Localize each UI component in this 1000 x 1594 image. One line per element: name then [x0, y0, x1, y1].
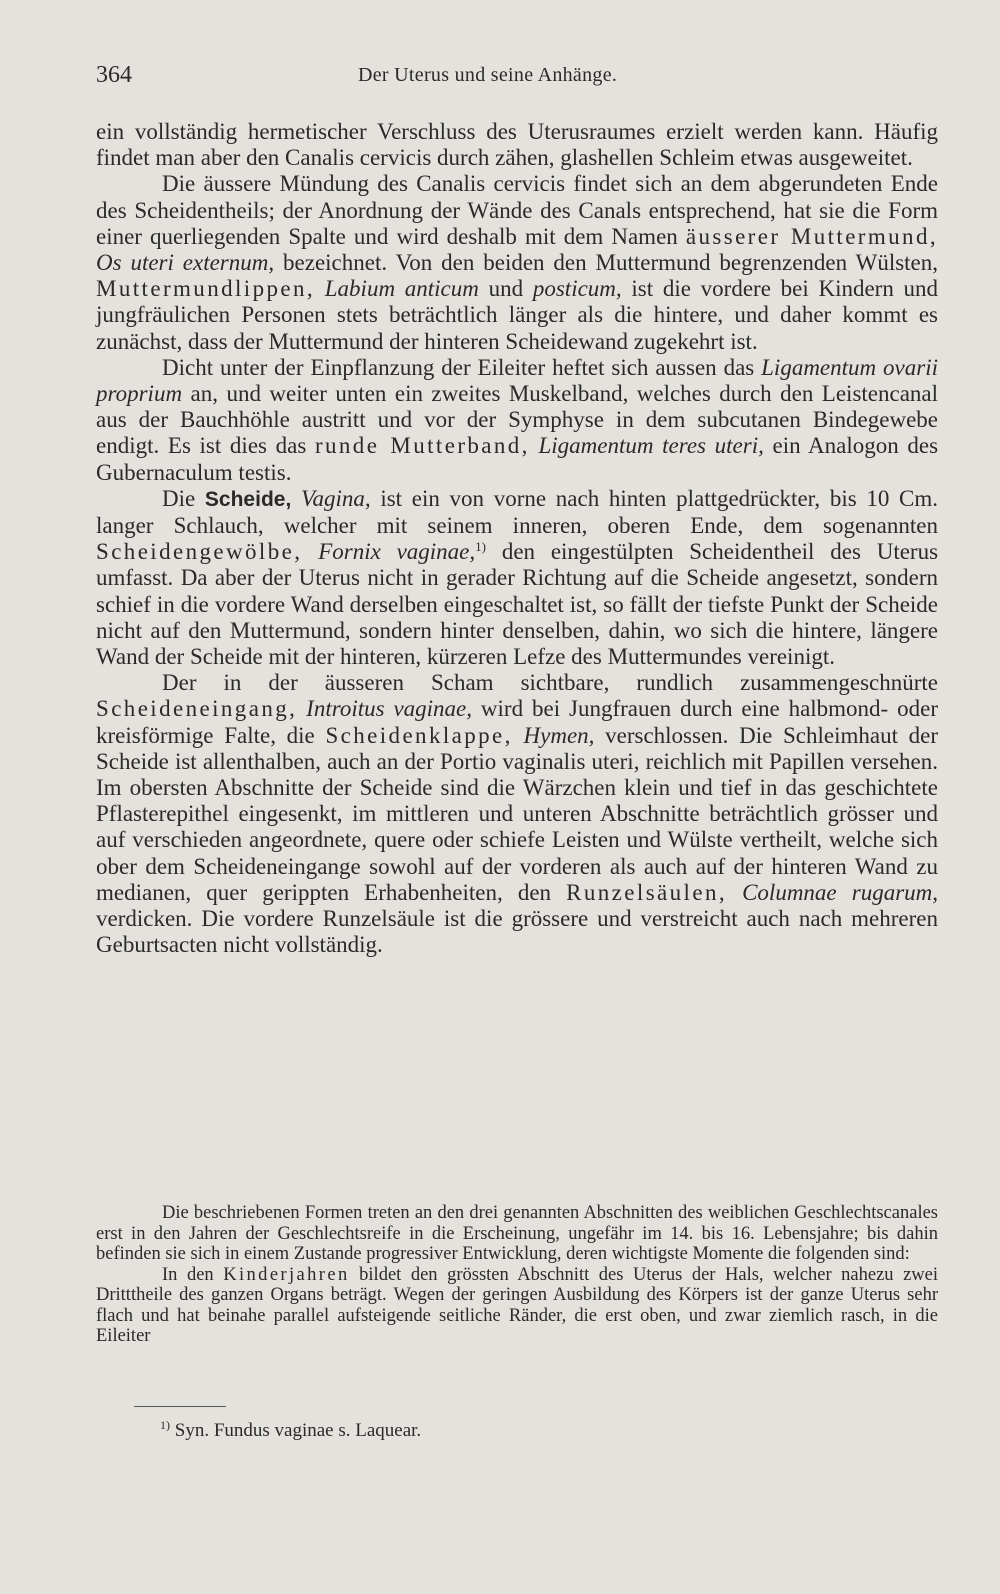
latin-term: Ligamentum ovarii proprium — [96, 354, 938, 407]
bold-term: Scheide, — [204, 487, 292, 511]
small-paragraph-2: In den Kinderjahren bildet den grössten Abschnitt des Uterus der Hals, welcher nahezu zwei Dritttheile des ganzen Organs beträgt. Wegen der geringen Ausbildung des Körpers ist der ganze Uterus sehr flach und hat beinahe parallel aufsteigende seitliche Ränder, die erst oben, und zwar ziemlich rasch, in die Eileiter — [96, 1264, 939, 1346]
latin-term: Fornix vaginae, — [318, 539, 476, 565]
latin-term: Ligamentum teres uteri, — [538, 433, 764, 459]
page-header — [96, 62, 936, 92]
footnote-reference: 1) — [475, 539, 486, 555]
spaced-term: äusserer Muttermund, — [685, 223, 938, 249]
latin-term: Hymen, — [523, 722, 595, 748]
latin-term: Labium anticum — [324, 276, 479, 302]
footnote-text: Syn. Fundus vaginae s. Laquear. — [174, 1420, 422, 1441]
page-number: 364 — [96, 62, 132, 88]
spaced-term: Muttermundlippen, — [96, 276, 316, 302]
footnote-marker: 1) — [160, 1418, 170, 1432]
paragraph-5: Der in der äusseren Scham sichtbare, rundlich zusammengeschnürte Scheideneingang, Introitus vaginae, wird bei Jungfrauen durch eine halbmond- oder kreisförmige Falte, die Scheidenklappe, Hymen, verschlossen. Die Schleimhaut der Scheide ist allenthalben, auch an der Portio vaginalis uteri, reichlich mit Papillen versehen. Im obersten Abschnitte der Scheide sind die Wärzchen klein und tief in das geschichtete Pflasterepithel eingesenkt, im mittleren und unteren Abschnitte beträchtlich grösser und auf verschieden angeordnete, quere oder schiefe Leisten und Wülste vertheilt, welche sich ober dem Scheideneingange sowohl auf der vorderen als auch auf der hinteren Wand zu medianen, quer gerippten Erhabenheiten, den Runzelsäulen, Columnae rugarum, verdicken. Die vordere Runzelsäule ist die grössere und verstreicht auch nach mehreren Geburtsacten nicht vollständig. — [96, 670, 939, 958]
footnote-divider — [134, 1406, 226, 1407]
spaced-term: Runzelsäulen, — [566, 879, 727, 905]
spaced-term: runde Mutterband, — [314, 433, 530, 459]
latin-term: Vagina, — [301, 485, 371, 511]
paragraph-1: ein vollständig hermetischer Verschluss des Uterusraumes erzielt werden kann. Häufig findet man aber den Canalis cervicis durch zähen, glashellen Schleim etwas ausgeweitet. — [96, 119, 938, 171]
paragraph-2: Die äussere Mündung des Canalis cervicis findet sich an dem abgerundeten Ende des Scheidentheils; der Anordnung der Wände des Canals entsprechend, hat sie die Form einer querliegenden Spalte und wird deshalb mit dem Namen äusserer Muttermund, Os uteri externum, bezeichnet. Von den beiden den Muttermund begrenzenden Wülsten, Muttermundlippen, Labium anticum und posticum, ist die vordere bei Kindern und jungfräulichen Personen stets beträchtlich länger als die hintere, und daher kommt es zunächst, dass der Muttermund der hinteren Scheidewand zugekehrt ist. — [96, 171, 939, 354]
small-paragraph-1: Die beschriebenen Formen treten an den drei genannten Abschnitten des weiblichen Geschlechtscanales erst in den Jahren der Geschlechtsreife in die Erscheinung, ungefähr im 14. bis 16. Lebensjahre; bis dahin befinden sie sich in einem Zustande progressiver Entwicklung, deren wichtigste Momente die folgenden sind: — [96, 1203, 938, 1264]
paragraph-4: Die Scheide, Vagina, ist ein von vorne nach hinten plattgedrückter, bis 10 Cm. langer Schlauch, welcher mit seinem inneren, oberen Ende, dem sogenannten Scheidengewölbe, Fornix vaginae,$^{1)}$ den eingestülpten Scheidentheil des Uterus umfasst. Da aber der Uterus nicht in gerader Richtung auf die Scheide angesetzt, sondern schief in die vordere Wand derselben eingeschaltet ist, so fällt der tiefste Punkt der Scheide nicht auf den Muttermund, sondern hinter denselben, dahin, wo sich die hintere, längere Wand der Scheide mit der hinteren, kürzeren Lefze des Muttermundes vereinigt. — [96, 485, 939, 670]
paragraph-3: Dicht unter der Einpflanzung der Eileiter heftet sich aussen das Ligamentum ovarii proprium an, und weiter unten ein zweites Muskelband, welches durch den Leistencanal aus der Bauchhöhle austritt und vor der Symphyse in dem subcutanen Bindegewebe endigt. Es ist dies das runde Mutterband, Ligamentum teres uteri, ein Analogon des Gubernaculum testis. — [96, 354, 939, 485]
latin-term: Os uteri externum, — [96, 250, 275, 276]
small-print — [96, 1203, 938, 1347]
main-text — [96, 119, 938, 959]
spaced-term: Scheidenklappe, — [325, 722, 513, 748]
latin-term: Introitus vaginae, — [306, 696, 473, 722]
latin-term: posticum, — [532, 276, 622, 302]
spaced-term: Scheidengewölbe, — [96, 539, 303, 565]
footnote — [160, 1420, 421, 1442]
spaced-term: Kinderjahren — [223, 1264, 350, 1285]
latin-term: Columnae rugarum, — [742, 879, 938, 905]
running-head: Der Uterus und seine Anhänge. — [358, 64, 618, 86]
spaced-term: Scheideneingang, — [96, 696, 298, 722]
